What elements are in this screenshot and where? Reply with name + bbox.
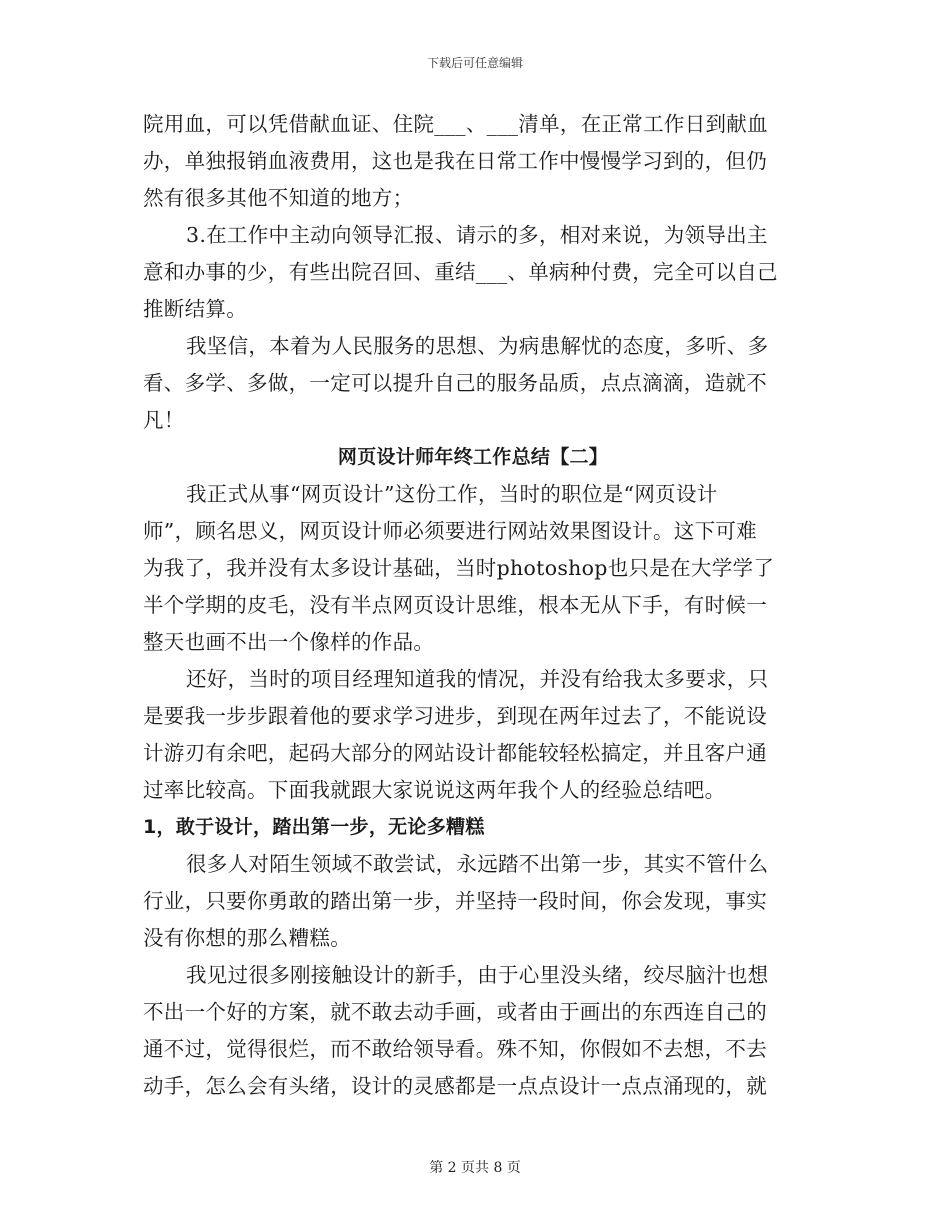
body-line: 半个学期的皮毛，没有半点网页设计思维，根本无从下手，有时候一 (143, 593, 767, 617)
body-line: 我见过很多刚接触设计的新手，由于心里没头绪，绞尽脑汁也想 (186, 963, 769, 987)
page-footer: 第 2 页共 8 页 (429, 1160, 521, 1176)
body-line: 很多人对陌生领域不敢尝试，永远踏不出第一步，其实不管什么 (186, 852, 769, 876)
body-line: 动手，怎么会有头绪，设计的灵感都是一点点设计一点点涌现的，就 (143, 1074, 767, 1098)
body-line: 师”，顾名思义，网页设计师必须要进行网站效果图设计。这下可难 (143, 519, 757, 543)
body-line: 3.在工作中主动向领导汇报、请示的多，相对来说，为领导出主 (186, 223, 768, 247)
page-header: 下载后可任意编辑 (426, 56, 523, 70)
body-line: 没有你想的那么糟糕。 (143, 926, 351, 950)
body-line: 办，单独报销血液费用，这也是我在日常工作中慢慢学习到的，但仍 (143, 149, 767, 173)
body-line: 行业，只要你勇敢的踏出第一步，并坚持一段时间，你会发现，事实 (143, 889, 767, 913)
body-line: 还好，当时的项目经理知道我的情况，并没有给我太多要求，只 (186, 667, 769, 691)
body-line: 然有很多其他不知道的地方； (143, 186, 414, 210)
body-line: 计游刃有余吧，起码大部分的网站设计都能较轻松搞定，并且客户通 (143, 741, 767, 765)
body-line: 凡！ (143, 408, 185, 432)
body-line: 我正式从事“网页设计”这份工作，当时的职位是“网页设计 (186, 482, 718, 506)
body-line: 不出一个好的方案，就不敢去动手画，或者由于画出的东西连自己的 (143, 1000, 767, 1024)
body-line: 推断结算。 (143, 297, 247, 321)
body-line: 看、多学、多做，一定可以提升自己的服务品质，点点滴滴，造就不 (143, 371, 767, 395)
body-line: 院用血，可以凭借献血证、住院___、___清单，在正常工作日到献血 (143, 112, 768, 136)
body-line: 整天也画不出一个像样的作品。 (143, 630, 435, 654)
body-line: 通不过，觉得很烂，而不敢给领导看。殊不知，你假如不去想，不去 (143, 1037, 767, 1061)
body-line: 为我了，我并没有太多设计基础，当时photoshop也只是在大学学了 (143, 556, 775, 580)
body-line: 我坚信，本着为人民服务的思想、为病患解忧的态度，多听、多 (186, 334, 769, 358)
subsection-heading: 1，敢于设计，踏出第一步，无论多糟糕 (143, 816, 485, 838)
body-line: 是要我一步步跟着他的要求学习进步，到现在两年过去了，不能说设 (143, 704, 767, 728)
section-heading: 网页设计师年终工作总结【二】 (337, 446, 609, 468)
body-line: 意和办事的少，有些出院召回、重结___、单病种付费，完全可以自己 (143, 260, 778, 284)
body-line: 过率比较高。下面我就跟大家说说这两年我个人的经验总结吧。 (143, 778, 726, 802)
document-body (143, 106, 803, 1105)
